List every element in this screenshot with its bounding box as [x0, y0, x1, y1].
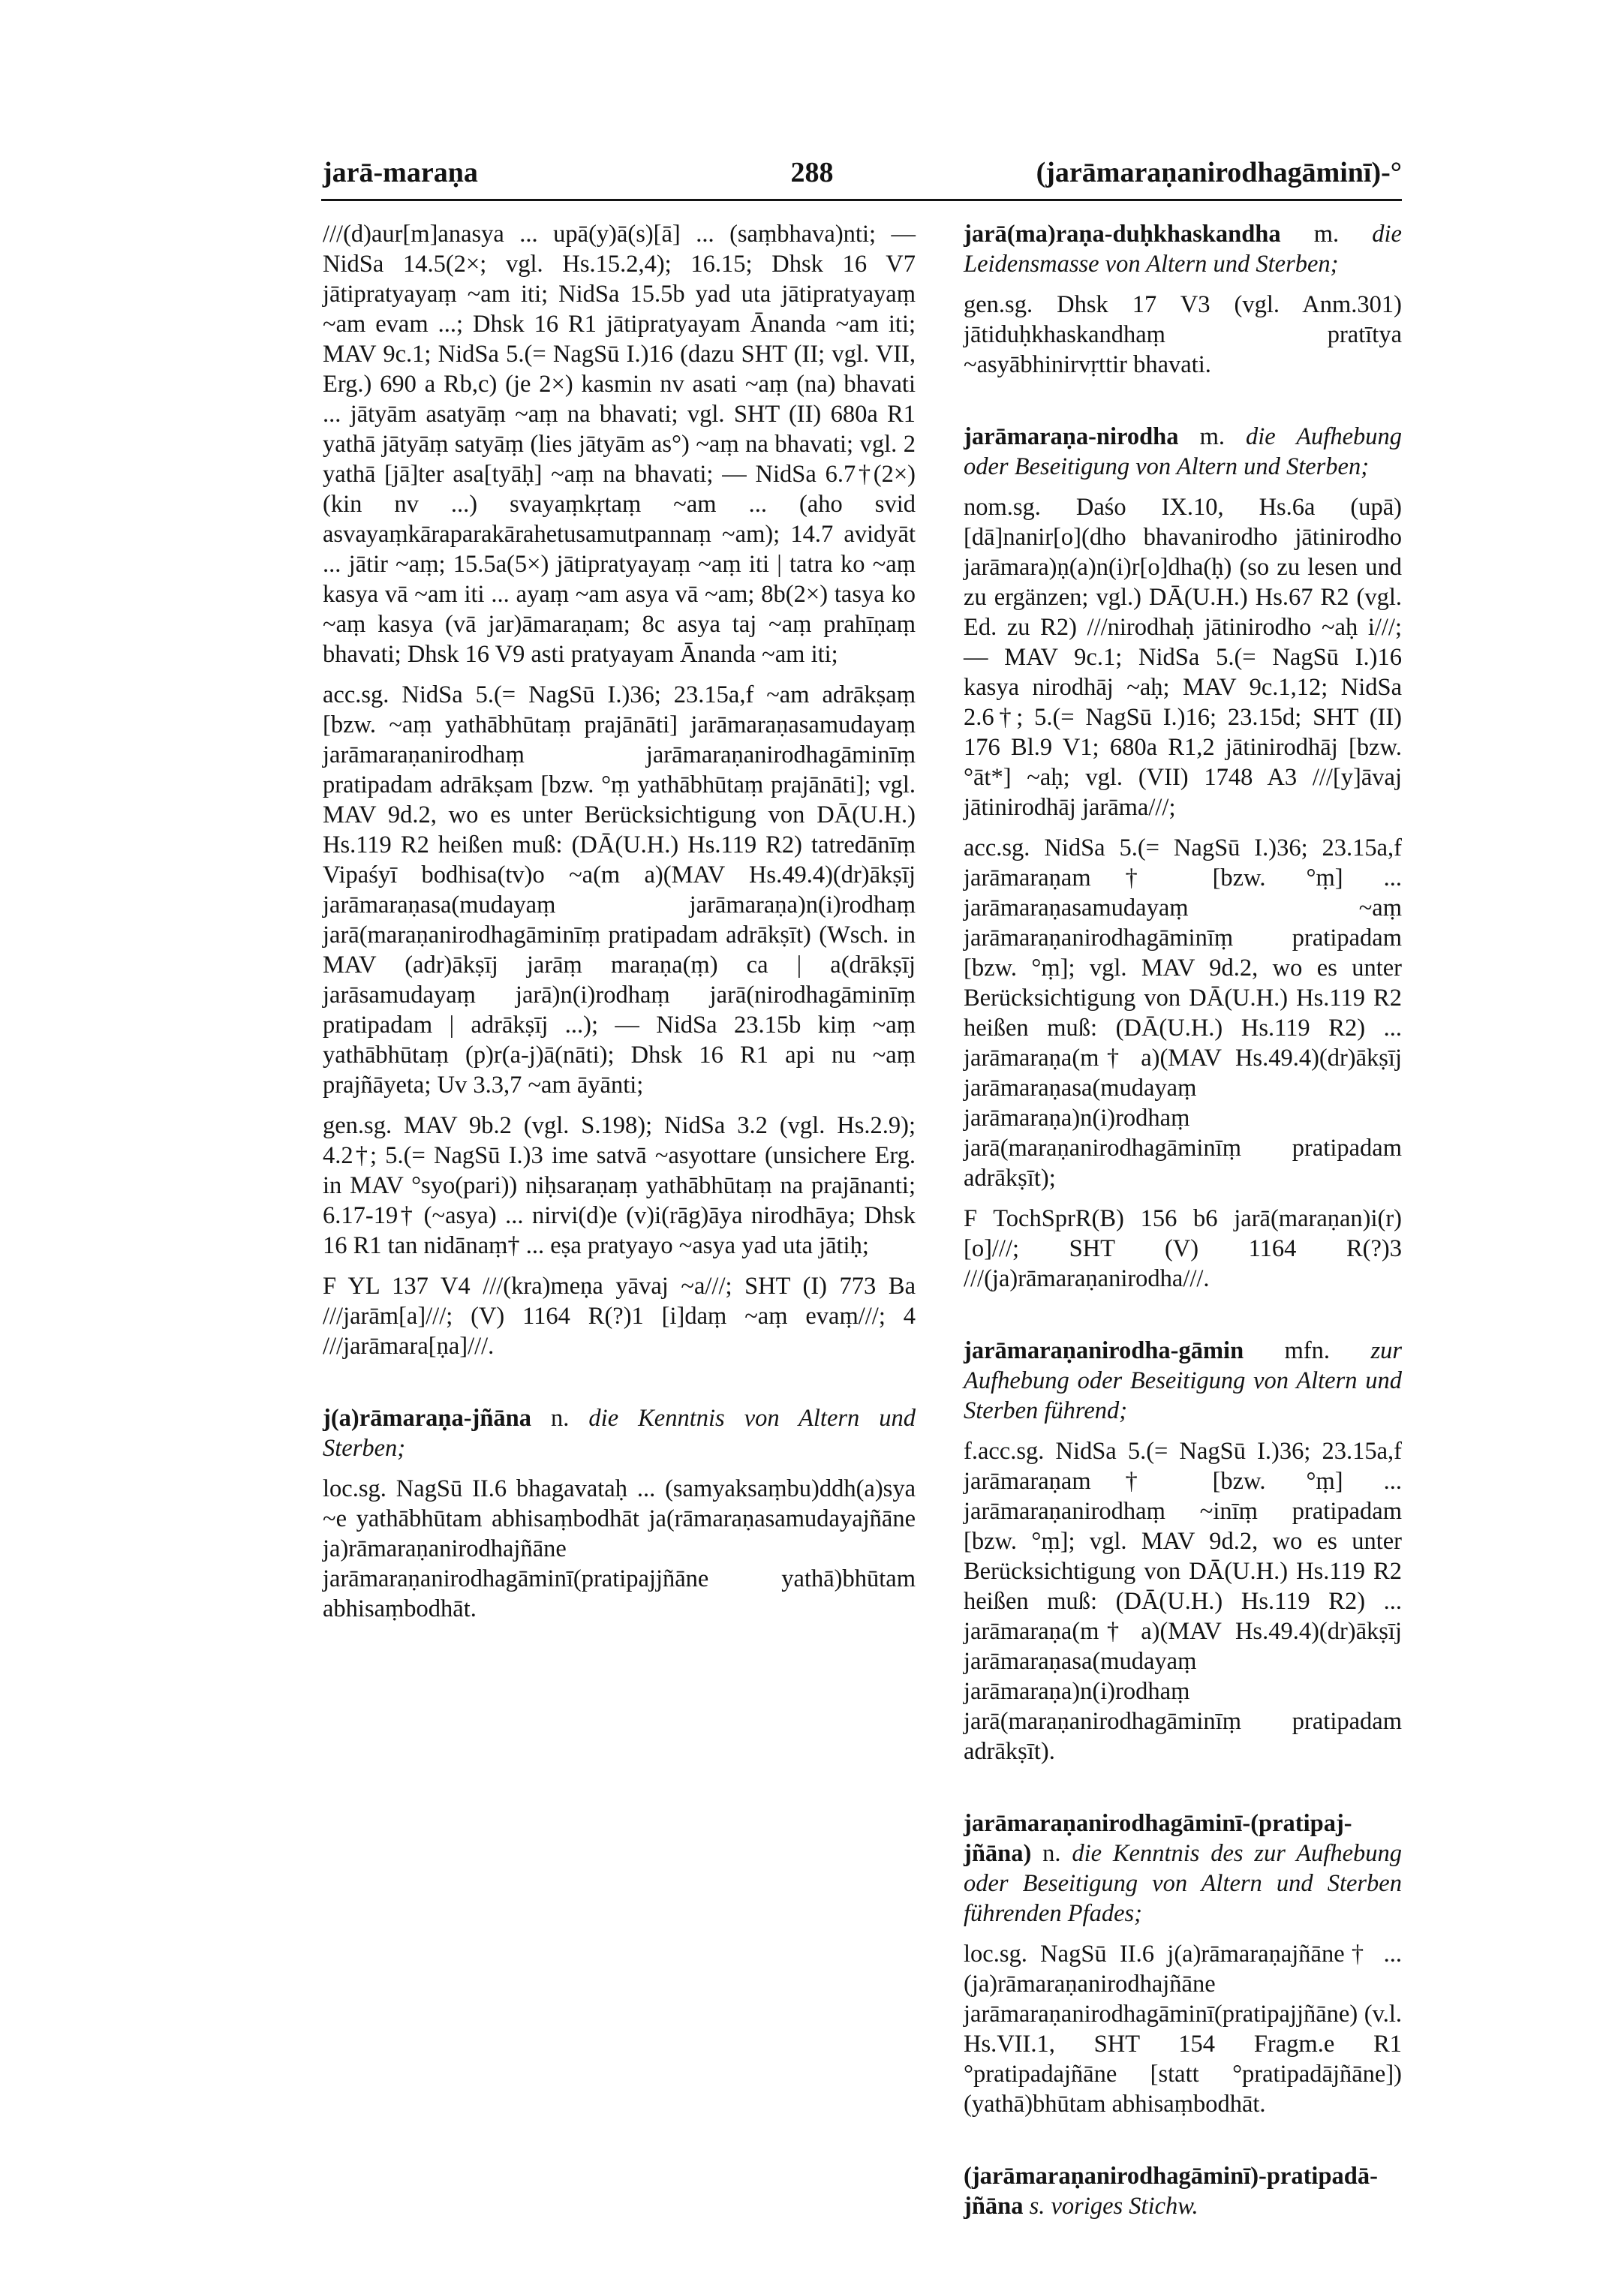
lemma: jarāmaraṇanirodha-gāmin — [964, 1337, 1244, 1364]
entry-heading — [964, 219, 1402, 279]
part-of-speech: n. — [551, 1405, 570, 1432]
entry-heading — [323, 1403, 916, 1463]
gloss: die Leidensmasse von Altern und Sterben; — [964, 221, 1402, 278]
entry-body: F YL 137 V4 ///(kra)meṇa yāvaj ~a///; SHT (I) 773 Ba ///jarām[a]///; (V) 1164 R(?)1 [i]daṃ ~aṃ evaṃ///; 4 ///jarāmara[ṇa]///. — [323, 1273, 916, 1360]
lemma: (jarāmaraṇanirodhagāminī)-pratipadā-jñāna — [964, 2163, 1378, 2220]
part-of-speech: n. — [1042, 1840, 1061, 1867]
left-column — [323, 219, 916, 1624]
header-rule — [321, 199, 1402, 201]
entry-body: f.acc.sg. NidSa 5.(= NagSū I.)36; 23.15a,f jarāmaraṇam† [bzw. °ṃ] ... jarāmaraṇanirodhaṃ ~inīṃ pratipadam [bzw. °ṃ]; vgl. MAV 9d.2, wo es unter Berücksichtigung von DĀ(U.H.) Hs.119 R2 heißen muß: (DĀ(U.H.) Hs.119 R2) ... jarāmaraṇa(m† a)(MAV Hs.49.4)(dr)ākṣīj jarāmaraṇasa(mudayaṃ jarāmaraṇa)n(i)rodhaṃ jarā(maraṇanirodhagāminīṃ pratipadam adrākṣīt). — [964, 1438, 1402, 1765]
entry-body: gen.sg. MAV 9b.2 (vgl. S.198); NidSa 3.2 (vgl. Hs.2.9); 4.2†; 5.(= NagSū I.)3 ime satvā ~asyottare (unsichere Erg. in MAV °syo(pari)) niḥsaraṇaṃ yathābhūtaṃ na prajānanti; 6.17-19† (~asya) ... nirvi(d)e (v)i(rāg)āya nirodhāya; Dhsk 16 R1 tan nidānaṃ† ... eṣa pratyayo ~asya yad uta jātiḥ; — [323, 1112, 916, 1259]
entry-body: gen.sg. Dhsk 17 V3 (vgl. Anm.301) jātiduḥkhaskandhaṃ pratītya ~asyābhinirvṛttir bhavati. — [964, 291, 1402, 378]
entry-heading — [964, 422, 1402, 482]
entry-body: ///(d)aur[m]anasya ... upā(y)ā(s)[ā] ... (saṃbhava)nti; — NidSa 14.5(2×; vgl. Hs.15.2,4); 16.15; Dhsk 16 V7 jātipratyayaṃ ~am iti; NidSa 15.5b yad uta jātipratyayaṃ ~am evam ...; Dhsk 16 R1 jātipratyayam Ānanda ~am iti; MAV 9c.1; NidSa 5.(= NagSū I.)16 (dazu SHT (II; vgl. VII, Erg.) 690 a Rb,c) (je 2×) kasmin nv asati ~aṃ (na) bhavati ... jātyām asatyāṃ ~aṃ na bhavati; vgl. SHT (II) 680a R1 yathā jātyāṃ satyāṃ (lies jātyām as°) ~aṃ na bhavati; vgl. 2 yathā [jā]ter asa[tyāḥ] ~aṃ na bhavati; — NidSa 6.7†(2×) (kin nv ...) svayaṃkṛtaṃ ~am ... (aho svid asvayaṃkāraparakārahetusamutpannaṃ ~am); 14.7 avidyāt ... jātir ~aṃ; 15.5a(5×) jātipratyayaṃ ~aṃ iti | tatra ko ~aṃ kasya vā ~am iti ... ayaṃ ~am asya vā ~am; 8b(2×) tasya ko ~aṃ kasya (vā jar)āmaraṇam; 8c asya taj ~aṃ prahīṇaṃ bhavati; Dhsk 16 V9 asti pratyayam Ānanda ~am iti; — [323, 221, 916, 668]
lemma: j(a)rāmaraṇa-jñāna — [323, 1405, 532, 1432]
running-head-right: (jarāmaraṇanirodhagāminī)-° — [1036, 157, 1402, 188]
right-column — [964, 219, 1402, 2221]
gloss: die Kenntnis von Altern und Sterben; — [323, 1405, 916, 1462]
lemma: jarāmaraṇanirodhagāminī-(pratipaj-jñāna) — [964, 1810, 1352, 1867]
entry-heading — [964, 1808, 1402, 1929]
gloss: die Kenntnis des zur Aufhebung oder Beseitigung von Altern und Sterben führenden Pfades; — [964, 1840, 1402, 1927]
entry-body: loc.sg. NagSū II.6 j(a)rāmaraṇajñāne† ... (ja)rāmaraṇanirodhajñāne jarāmaraṇanirodhagāminī(pratipajjñāne) (v.l. Hs.VII.1, SHT 154 Fragm.e R1 °pratipadajñāne [statt °pratipadājñāne]) (yathā)bhūtam abhisaṃbodhāt. — [964, 1941, 1402, 2118]
part-of-speech: m. — [1199, 423, 1225, 450]
entry-body: acc.sg. NidSa 5.(= NagSū I.)36; 23.15a,f ~am adrākṣaṃ [bzw. ~aṃ yathābhūtaṃ prajānāti] jarāmaraṇasamudayaṃ jarāmaraṇanirodhaṃ jarāmaraṇanirodhagāminīṃ pratipadam adrākṣam [bzw. °ṃ yathābhūtaṃ prajānāti]; vgl. MAV 9d.2, wo es unter Berücksichtigung von DĀ(U.H.) Hs.119 R2 heißen muß: (DĀ(U.H.) Hs.119 R2) tatredānīṃ Vipaśyī bodhisa(tv)o ~a(m a)(MAV Hs.49.4)(dr)ākṣīj jarāmaraṇasa(mudayaṃ jarāmaraṇa)n(i)rodhaṃ jarā(maraṇanirodhagāminīṃ pratipadam adrākṣīt) (Wsch. in MAV (adr)ākṣīj jarāṃ maraṇa(ṃ) ca | a(drākṣīj jarāsamudayaṃ jarā)n(i)rodhaṃ jarā(nirodhagāminīṃ pratipadam | adrākṣīj ...); — NidSa 23.15b kiṃ ~aṃ yathābhūtaṃ (p)r(a-j)ā(nāti); Dhsk 16 R1 api nu ~aṃ prajñāyeta; Uv 3.3,7 ~am āyānti; — [323, 681, 916, 1099]
running-head-left: jarā-maraṇa — [323, 157, 478, 188]
entry-body: nom.sg. Daśo IX.10, Hs.6a (upā)[dā]nanir[o](dho bhavanirodho jātinirodho jarāmara)ṇ(a)n(i)r[o]dha(ḥ) (so zu lesen und zu ergänzen; vgl.) DĀ(U.H.) Hs.67 R2 (vgl. Ed. zu R2) ///nirodhaḥ jātinirodho ~aḥ i///; — MAV 9c.1; NidSa 5.(= NagSū I.)16 kasya nirodhāj ~aḥ; MAV 9c.1,12; NidSa 2.6†; 5.(= NagSū I.)16; 23.15d; SHT (II) 176 Bl.9 V1; 680a R1,2 jātinirodhāj [bzw. °āt*] ~aḥ; vgl. (VII) 1748 A3 ///[y]āvaj jātinirodhāj jarāma///; — [964, 494, 1402, 821]
lemma: jarāmaraṇa-nirodha — [964, 423, 1179, 450]
gloss: zur Aufhebung oder Beseitigung von Altern und Sterben führend; — [964, 1337, 1403, 1424]
cross-reference: s. voriges Stichw. — [1029, 2193, 1198, 2220]
lemma: jarā(ma)raṇa-duḥkhaskandha — [964, 221, 1281, 248]
page-number: 288 — [790, 157, 834, 188]
part-of-speech: mfn. — [1284, 1337, 1331, 1364]
entry-body: acc.sg. NidSa 5.(= NagSū I.)36; 23.15a,f jarāmaraṇam† [bzw. °ṃ] ... jarāmaraṇasamudayaṃ ~aṃ jarāmaraṇanirodhagāminīṃ pratipadam [bzw. °ṃ]; vgl. MAV 9d.2, wo es unter Berücksichtigung von DĀ(U.H.) Hs.119 R2 heißen muß: (DĀ(U.H.) Hs.119 R2) ... jarāmaraṇa(m† a)(MAV Hs.49.4)(dr)ākṣīj jarāmaraṇasa(mudayaṃ jarāmaraṇa)n(i)rodhaṃ jarā(maraṇanirodhagāminīṃ pratipadam adrākṣīt); — [964, 834, 1402, 1192]
part-of-speech: m. — [1313, 221, 1340, 248]
entry-heading — [964, 2161, 1402, 2221]
gloss: die Aufhebung oder Beseitigung von Altern und Sterben; — [964, 423, 1403, 480]
entry-heading — [964, 1336, 1402, 1426]
entry-body: F TochSprR(B) 156 b6 jarā(maraṇan)i(r)[o]///; SHT (V) 1164 R(?)3 ///(ja)rāmaraṇanirodha///. — [964, 1205, 1402, 1292]
entry-body: loc.sg. NagSū II.6 bhagavataḥ ... (samyaksaṃbu)ddh(a)sya ~e yathābhūtam abhisaṃbodhāt ja(rāmaraṇasamudayajñāne ja)rāmaraṇanirodhajñāne jarāmaraṇanirodhagāminī(pratipajjñāne yathā)bhūtam abhisaṃbodhāt. — [323, 1475, 916, 1622]
